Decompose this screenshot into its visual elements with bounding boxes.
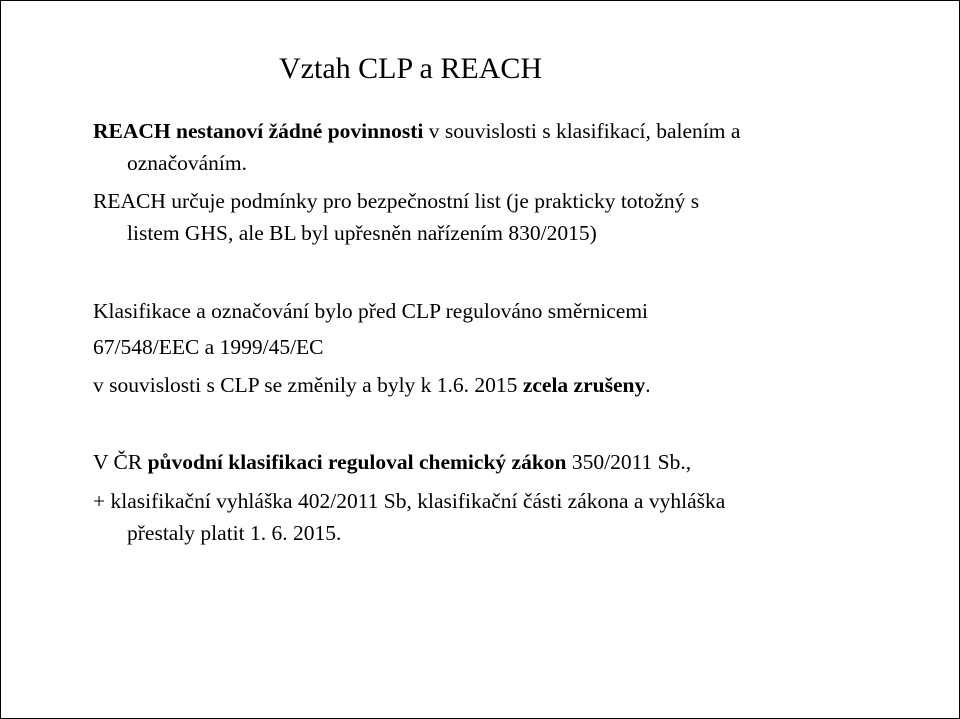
paragraph-decree — [93, 485, 725, 549]
paragraph-safety-data-sheet — [93, 185, 699, 249]
paragraph-directives-cancelled — [93, 369, 651, 401]
directives-cancelled-text: v souvislosti s CLP se změnily a byly k 1.6. 2015 — [93, 373, 523, 397]
decree-line2: přestaly platit 1. 6. 2015. — [127, 521, 342, 545]
reach-no-obligations-bold: REACH nestanoví žádné povinnosti — [93, 119, 424, 143]
slide-title: Vztah CLP a REACH — [279, 52, 543, 85]
decree-line1: + klasifikační vyhláška 402/2011 Sb, klasifikační části zákona a vyhláška — [93, 489, 726, 513]
paragraph-directives: 67/548/EEC a 1999/45/EC — [93, 335, 324, 359]
reach-obligations-rest: v souvislosti s klasifikací, balením a — [423, 119, 741, 143]
safety-data-sheet-line2: listem GHS, ale BL byl upřesněn nařízením 830/2015) — [127, 221, 597, 245]
czech-law-bold: původní klasifikaci reguloval chemický zákon — [147, 450, 567, 474]
czech-law-post: 350/2011 Sb., — [566, 450, 692, 474]
directives-cancelled-end: . — [645, 373, 651, 397]
paragraph-reach-obligations — [93, 115, 740, 179]
czech-law-pre: V ČR — [93, 450, 148, 474]
safety-data-sheet-line1: REACH určuje podmínky pro bezpečnostní list (je prakticky totožný s — [93, 189, 700, 213]
paragraph-classification-before-clp: Klasifikace a označování bylo před CLP regulováno směrnicemi — [93, 299, 649, 323]
directives-cancelled-bold: zcela zrušeny — [522, 373, 646, 397]
paragraph-czech-law — [93, 446, 691, 478]
reach-obligations-line2: označováním. — [127, 151, 247, 175]
